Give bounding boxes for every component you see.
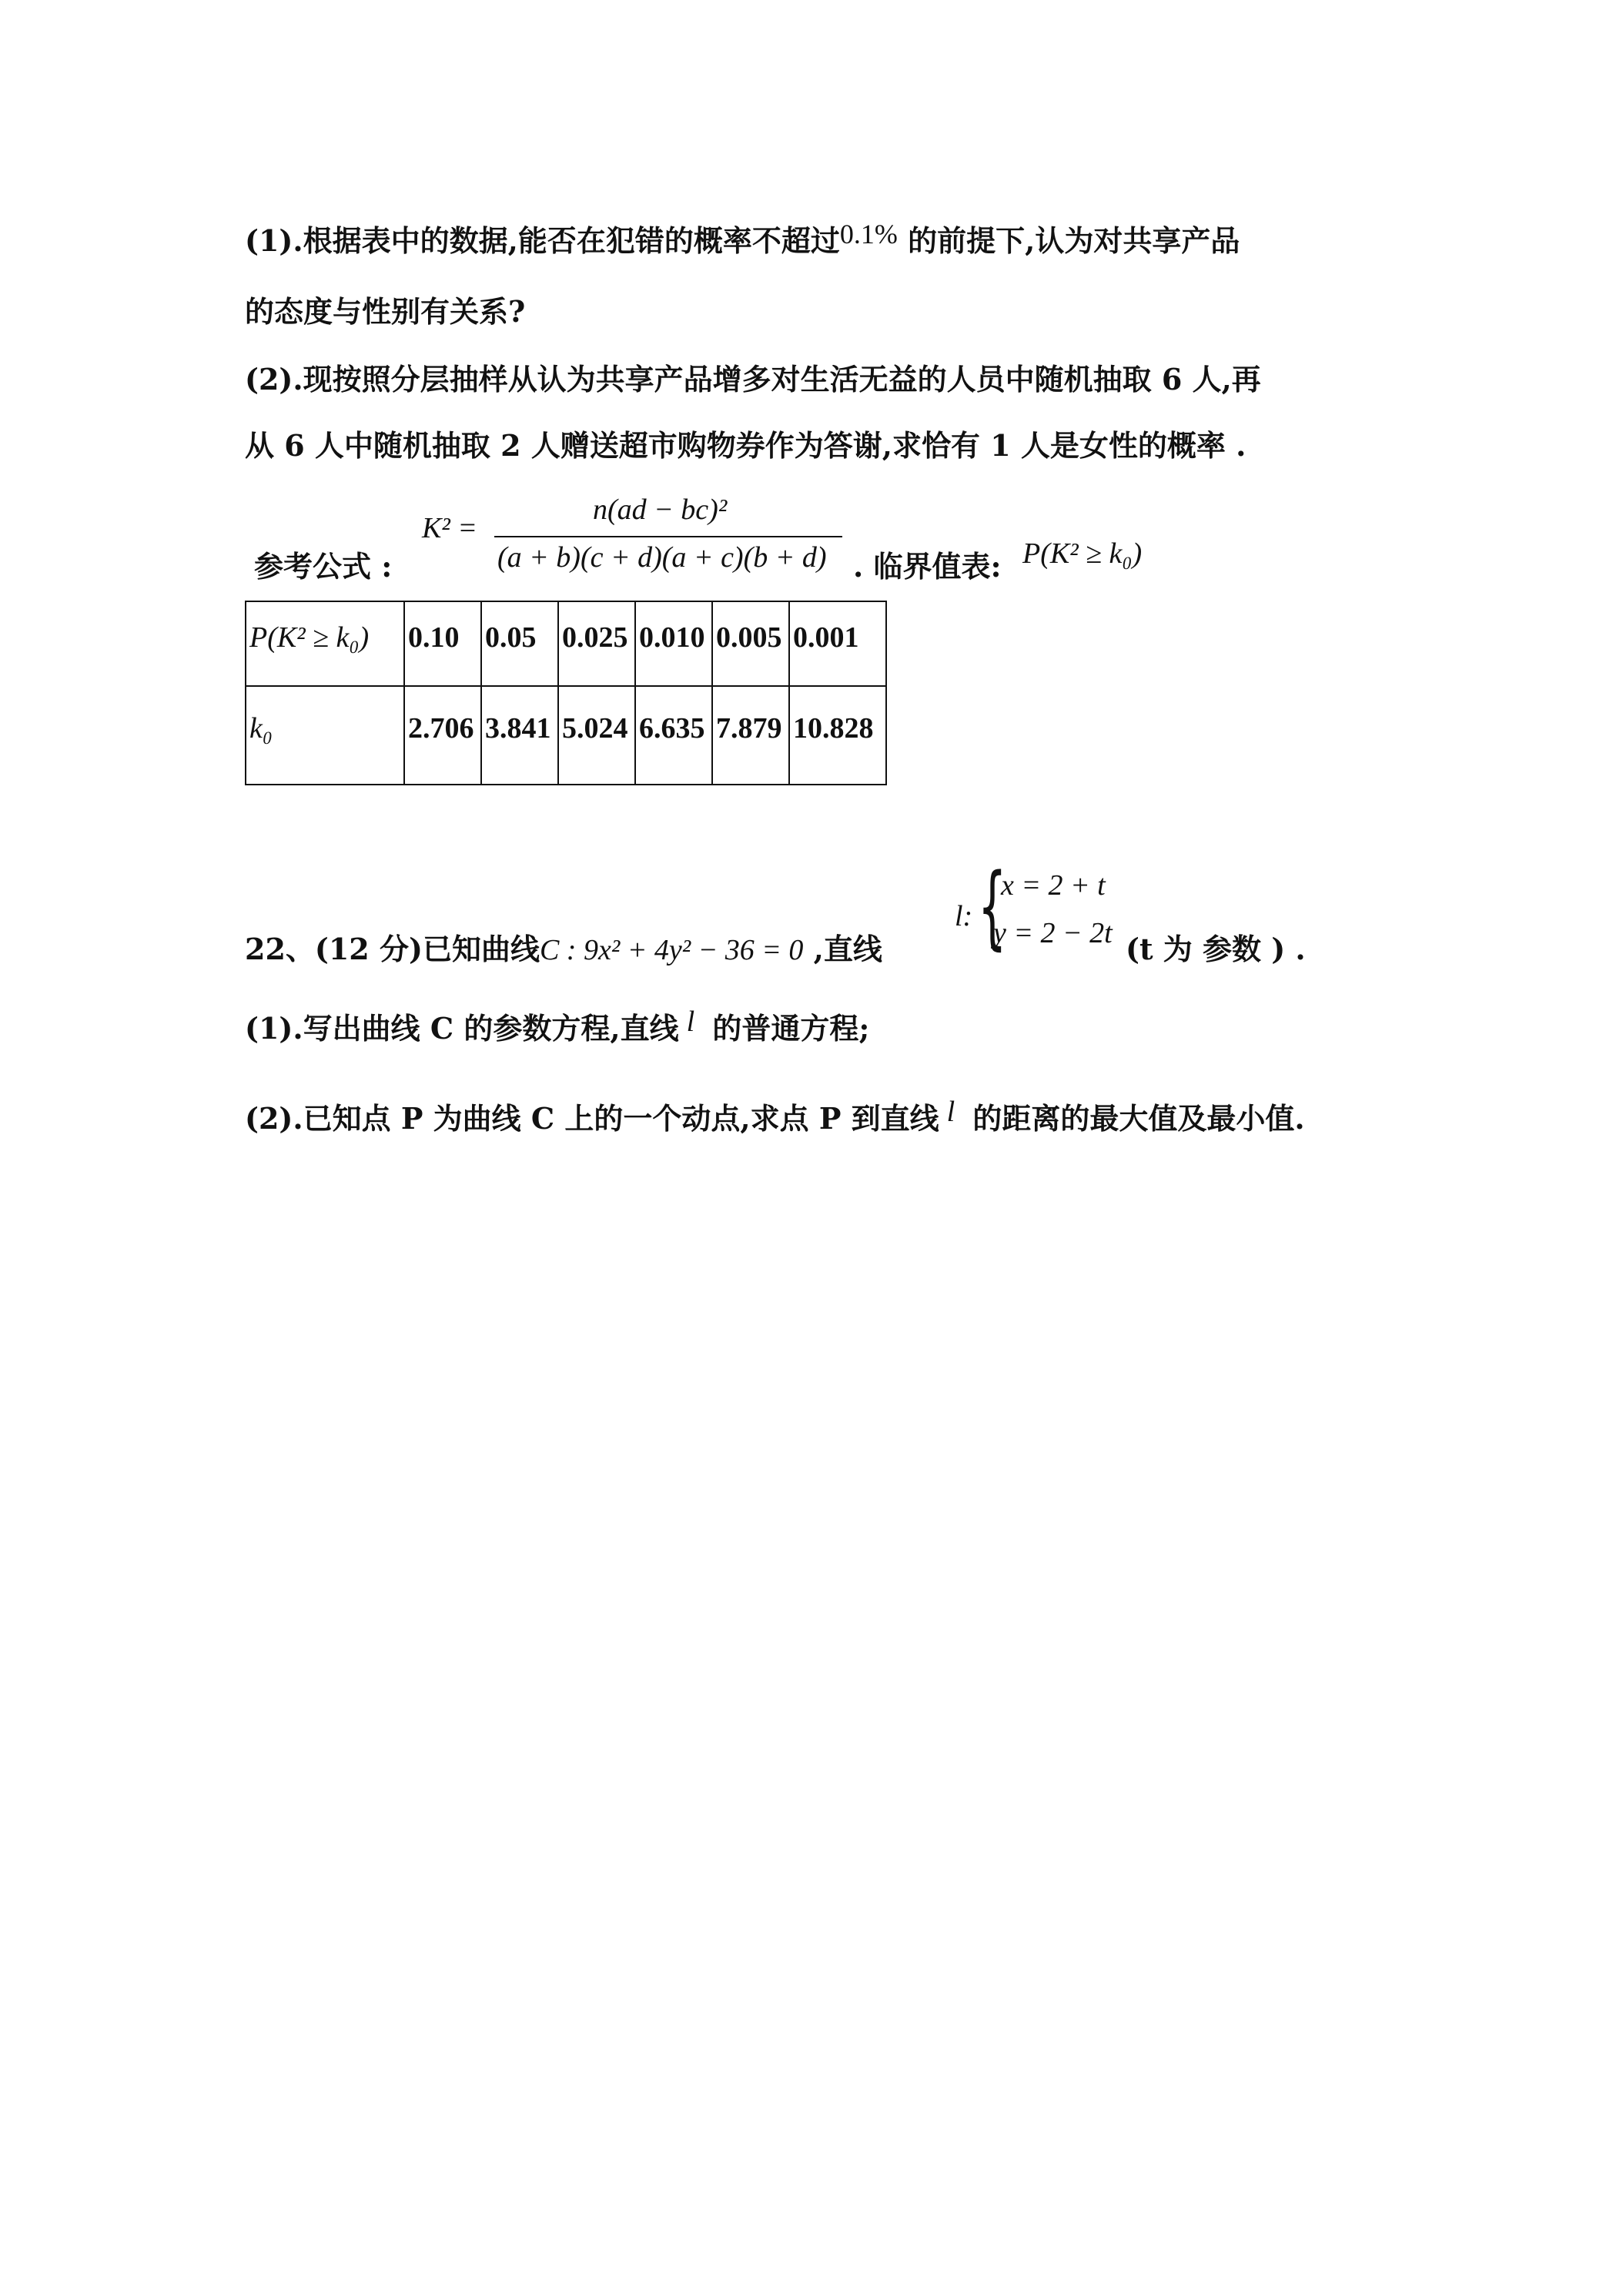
- q21-percent: 0.1%: [839, 219, 898, 249]
- table-row-probability: [246, 601, 886, 686]
- critical-table-label: . 临界值表:: [853, 549, 1002, 584]
- formula-lhs: K² =: [422, 512, 477, 544]
- q21-part1-text-b: 的前提下,认为对共享产品: [897, 223, 1240, 258]
- table-cell: 0.001: [789, 601, 886, 686]
- q22-intro-line: [245, 932, 882, 969]
- q21-part2-line1: (2).现按照分层抽样从认为共享产品增多对生活无益的人员中随机抽取 6 人,再: [245, 362, 1261, 397]
- q22-line-symbol: l: [686, 1006, 695, 1038]
- table-cell: 0.05: [481, 601, 558, 686]
- q22-curve-equation: C : 9x² + 4y² − 36 = 0: [539, 934, 804, 966]
- param-eq-1: x = 2 + t: [1001, 869, 1106, 902]
- q22-line-symbol: l: [946, 1096, 955, 1128]
- left-brace-icon: {: [978, 853, 1007, 959]
- table-cell: 7.879: [712, 686, 789, 785]
- table-cell: 0.005: [712, 601, 789, 686]
- table-cell: 6.635: [635, 686, 712, 785]
- q22-part2-text-b: 的距离的最大值及最小值.: [962, 1101, 1305, 1136]
- ref-formula-label: 参考公式 :: [254, 549, 393, 584]
- table-cell: 10.828: [789, 686, 886, 785]
- q22-intro: 22、(12 分)已知曲线: [245, 932, 540, 966]
- formula-numerator: n(ad − bc)²: [593, 494, 728, 526]
- critical-expr: P(K² ≥ k₀): [1022, 537, 1143, 570]
- table-cell: 0.025: [558, 601, 635, 686]
- q22-param-note: (t 为 参数 ) .: [1126, 932, 1306, 966]
- q22-part1-text-a: (1).写出曲线 C 的参数方程,直线: [245, 1011, 679, 1046]
- q22-line-word: ,直线: [803, 932, 882, 966]
- q21-part1-text-a: (1).根据表中的数据,能否在犯错的概率不超过: [245, 223, 840, 258]
- q22-part2-text-a: (2).已知点 P 为曲线 C 上的一个动点,求点 P 到直线: [245, 1101, 939, 1136]
- param-eq-2: y = 2 − 2t: [993, 917, 1113, 949]
- table-row-critical: [246, 686, 886, 785]
- q21-part2-line2: 从 6 人中随机抽取 2 人赠送超市购物券作为答谢,求恰有 1 人是女性的概率 .: [245, 428, 1247, 463]
- table-head-probability: P(K² ≥ k₀): [246, 601, 404, 686]
- table-head-k0: k₀: [246, 686, 404, 785]
- critical-value-table: [245, 601, 887, 785]
- table-cell: 2.706: [404, 686, 481, 785]
- formula-fraction: [494, 493, 842, 585]
- formula-denominator: (a + b)(c + d)(a + c)(b + d): [497, 541, 827, 574]
- table-cell: 5.024: [558, 686, 635, 785]
- q22-part2-line: [245, 1096, 1305, 1138]
- table-cell: 0.10: [404, 601, 481, 686]
- q21-part1-line2: 的态度与性别有关系?: [245, 294, 526, 329]
- table-cell: 0.010: [635, 601, 712, 686]
- q21-part1-line1: [245, 219, 1240, 259]
- fraction-bar: [494, 536, 842, 537]
- q22-part1-line: [245, 1006, 870, 1048]
- param-l-prefix: l:: [955, 900, 973, 932]
- q22-part1-text-b: 的普通方程;: [702, 1011, 870, 1046]
- table-cell: 3.841: [481, 686, 558, 785]
